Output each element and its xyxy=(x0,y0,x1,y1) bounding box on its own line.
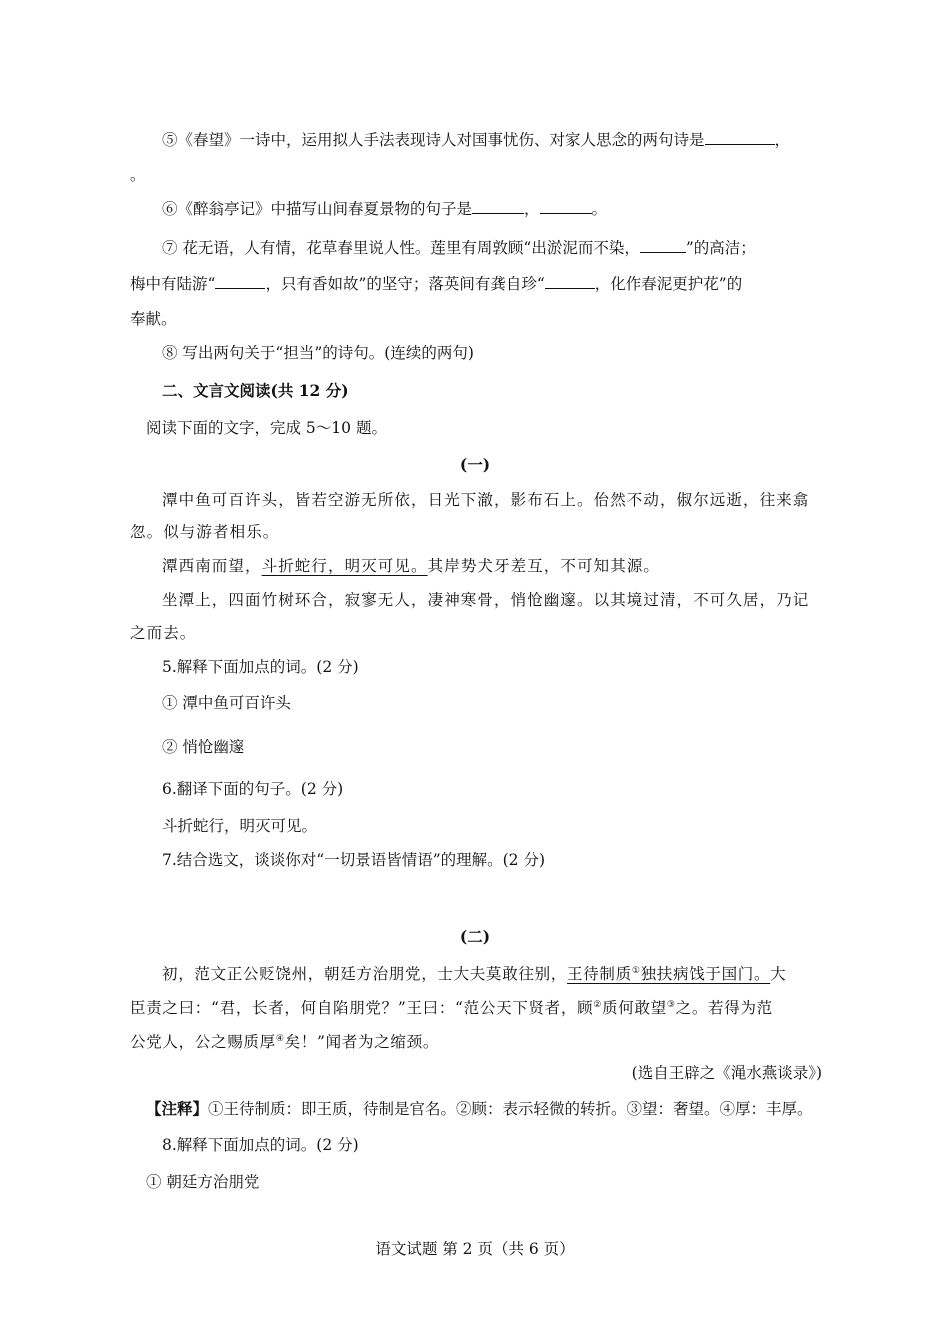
fill-q6: ⑥《醉翁亭记》中描写山间春夏景物的句子是 ， 。 xyxy=(162,200,608,218)
fill-q7-line3: 奉献。 xyxy=(130,310,177,328)
fill-q7-line2: 梅中有陆游“ ，只有香如故”的坚守；落英间有龚自珍“ ，化作春泥更护花”的 xyxy=(130,275,743,293)
passage2-title: (二) xyxy=(459,927,491,946)
passage1-p1-line1: 潭中鱼可百许头，皆若空游无所依，日光下澈，影布石上。佁然不动，俶尔远逝，往来翕 xyxy=(162,491,810,509)
underlined-sentence: 王待制质①独扶病饯于国门。 xyxy=(567,965,771,983)
passage2-line3: 公党人，公之赐质厚④矣！”闻者为之缩颈。 xyxy=(130,1033,440,1051)
fill-q5-text: ⑤《春望》一诗中，运用拟人手法表现诗人对国事忧伤、对家人思念的两句诗是 xyxy=(162,131,705,149)
question-5: 5.解释下面加点的词。(2 分) xyxy=(162,658,359,676)
answer-blank[interactable] xyxy=(472,199,524,214)
question-8: 8.解释下面加点的词。(2 分) xyxy=(162,1136,359,1154)
question-6-sentence: 斗折蛇行，明灭可见。 xyxy=(162,817,318,835)
answer-blank[interactable] xyxy=(215,274,265,289)
answer-blank[interactable] xyxy=(545,274,595,289)
question-8-item1: ① 朝廷方治朋党 xyxy=(146,1173,260,1191)
annotation xyxy=(146,1098,813,1120)
annotation-label: 【注释】 xyxy=(146,1099,209,1118)
question-6: 6.翻译下面的句子。(2 分) xyxy=(162,780,344,798)
passage1-p1-line2: 忽。似与游者相乐。 xyxy=(130,523,280,541)
fill-q8: ⑧ 写出两句关于“担当”的诗句。(连续的两句) xyxy=(162,344,474,362)
answer-blank[interactable] xyxy=(540,199,592,214)
passage2-line1: 初，范文正公贬饶州，朝廷方治朋党，士大夫莫敢往别，王待制质①独扶病饯于国门。大 xyxy=(162,965,787,983)
page-footer: 语文试题 第 2 页（共 6 页） xyxy=(375,1240,575,1258)
fill-q7-line1: ⑦ 花无语，人有情，花草春里说人性。莲里有周敦顾“出淤泥而不染， ”的高洁； xyxy=(162,239,756,257)
source-citation: (选自王辟之《渑水燕谈录》) xyxy=(631,1064,822,1082)
passage1-title: (一) xyxy=(459,455,491,474)
question-5-item1: ① 潭中鱼可百许头 xyxy=(162,694,291,712)
passage1-p2: 潭西南而望，斗折蛇行，明灭可见。其岸势犬牙差互，不可知其源。 xyxy=(162,557,661,575)
answer-blank[interactable] xyxy=(640,238,686,253)
section-heading: 二、文言文阅读(共 12 分) xyxy=(162,381,349,400)
passage1-p3-line1: 坐潭上，四面竹树环合，寂寥无人，凄神寒骨，悄怆幽邃。以其境过清，不可久居，乃记 xyxy=(162,591,810,609)
answer-blank[interactable] xyxy=(705,130,775,145)
section-intro: 阅读下面的文字，完成 5～10 题。 xyxy=(146,419,387,437)
fill-q5-end: 。 xyxy=(130,166,146,184)
passage1-p3-line2: 之而去。 xyxy=(130,624,197,642)
passage2-line2: 臣责之曰：“君，长者，何自陷朋党？”王曰：“范公天下贤者，顾②质何敢望③之。若得为范 xyxy=(130,999,773,1017)
underlined-sentence: 斗折蛇行，明灭可见。 xyxy=(261,557,428,575)
question-5-item2: ② 悄怆幽邃 xyxy=(162,738,245,756)
fill-q6-text: ⑥《醉翁亭记》中描写山间春夏景物的句子是 xyxy=(162,200,473,218)
question-7: 7.结合选文，谈谈你对“一切景语皆情语”的理解。(2 分) xyxy=(162,851,546,869)
annotation-text: ①王待制质：即王质，待制是官名。②顾：表示轻微的转折。③望：奢望。④厚：丰厚。 xyxy=(208,1100,813,1118)
fill-q5: ⑤《春望》一诗中，运用拟人手法表现诗人对国事忧伤、对家人思念的两句诗是 ， xyxy=(162,131,791,149)
